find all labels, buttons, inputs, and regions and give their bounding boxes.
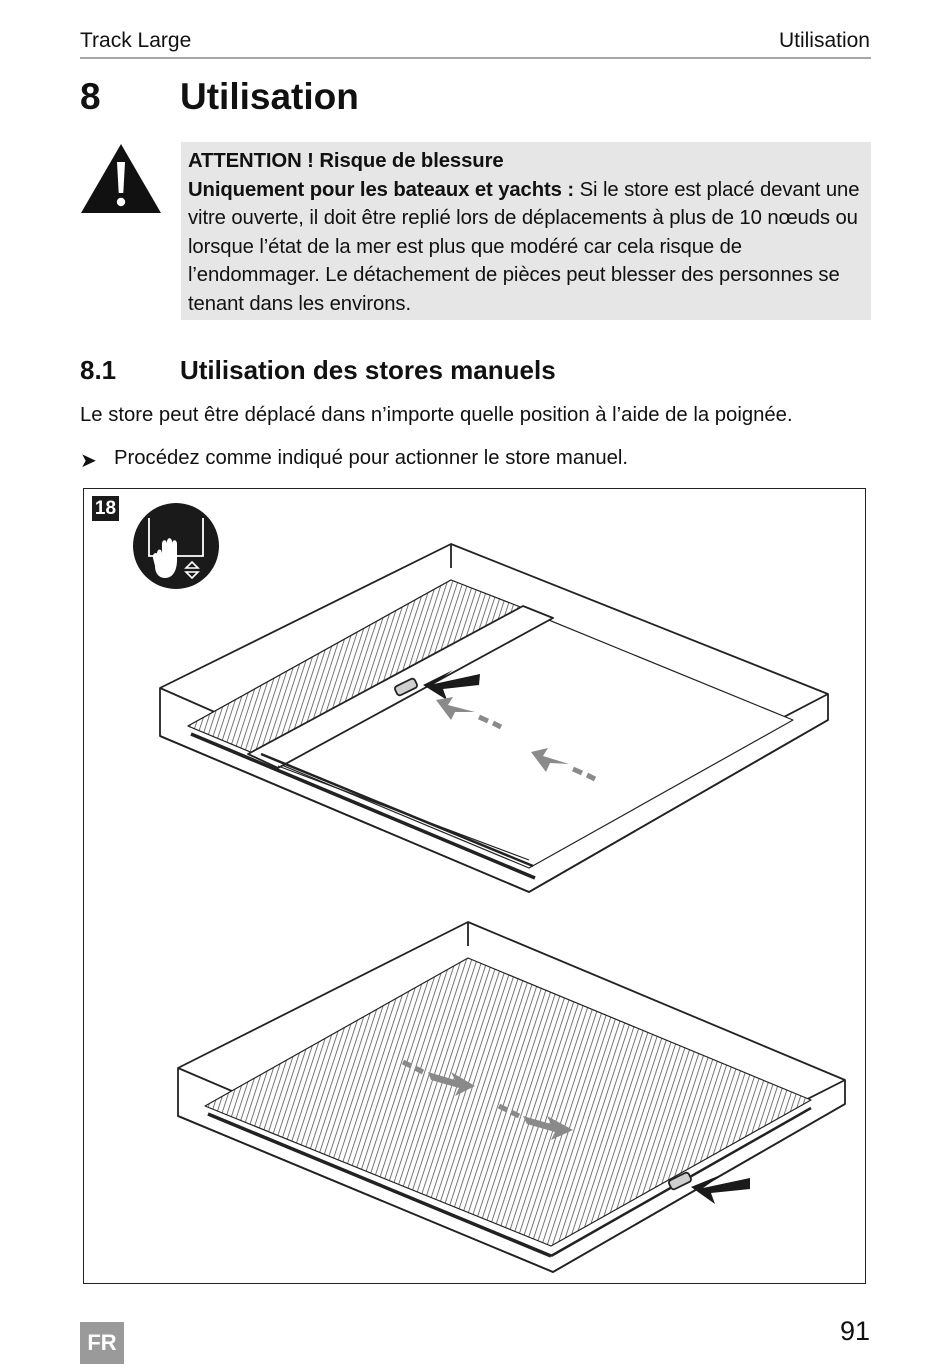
blind-closed-illustration [178, 922, 845, 1272]
step-instruction: Procédez comme indiqué pour actionner le store manuel. [114, 447, 629, 469]
figure-illustration [83, 488, 866, 1284]
warning-box [181, 142, 871, 320]
blind-open-illustration [160, 544, 828, 892]
warning-lead: Uniquement pour les bateaux et yachts : [188, 178, 575, 201]
figure-number-badge: 18 [92, 496, 119, 521]
step-bullet-icon: ➤ [80, 450, 97, 472]
warning-text: Si le store est placé devant une vitre ouverte, il doit être replié lors de déplacements à plus de 10 nœuds ou lorsque l’état de la mer est plus que modéré car cela risque de l’endommager. Le détachement de pièces peut blesser des personnes se tenant dans les environs. [188, 178, 860, 315]
page-number: 91 [839, 1316, 870, 1346]
warning-triangle-icon [80, 142, 162, 214]
subsection-number: 8.1 [80, 355, 117, 385]
header-doc-title: Track Large [80, 29, 192, 52]
header-rule [80, 57, 871, 59]
header-chapter: Utilisation [778, 29, 870, 52]
warning-title: ATTENTION ! Risque de blessure [188, 150, 504, 172]
language-badge: FR [80, 1322, 124, 1364]
section-number: 8 [80, 76, 101, 117]
section-title: Utilisation [180, 76, 359, 117]
warning-body [188, 176, 864, 319]
subsection-title: Utilisation des stores manuels [180, 355, 556, 385]
manual-hand-operation-icon [133, 503, 219, 589]
intro-paragraph: Le store peut être déplacé dans n’importe quelle position à l’aide de la poignée. [80, 404, 793, 426]
